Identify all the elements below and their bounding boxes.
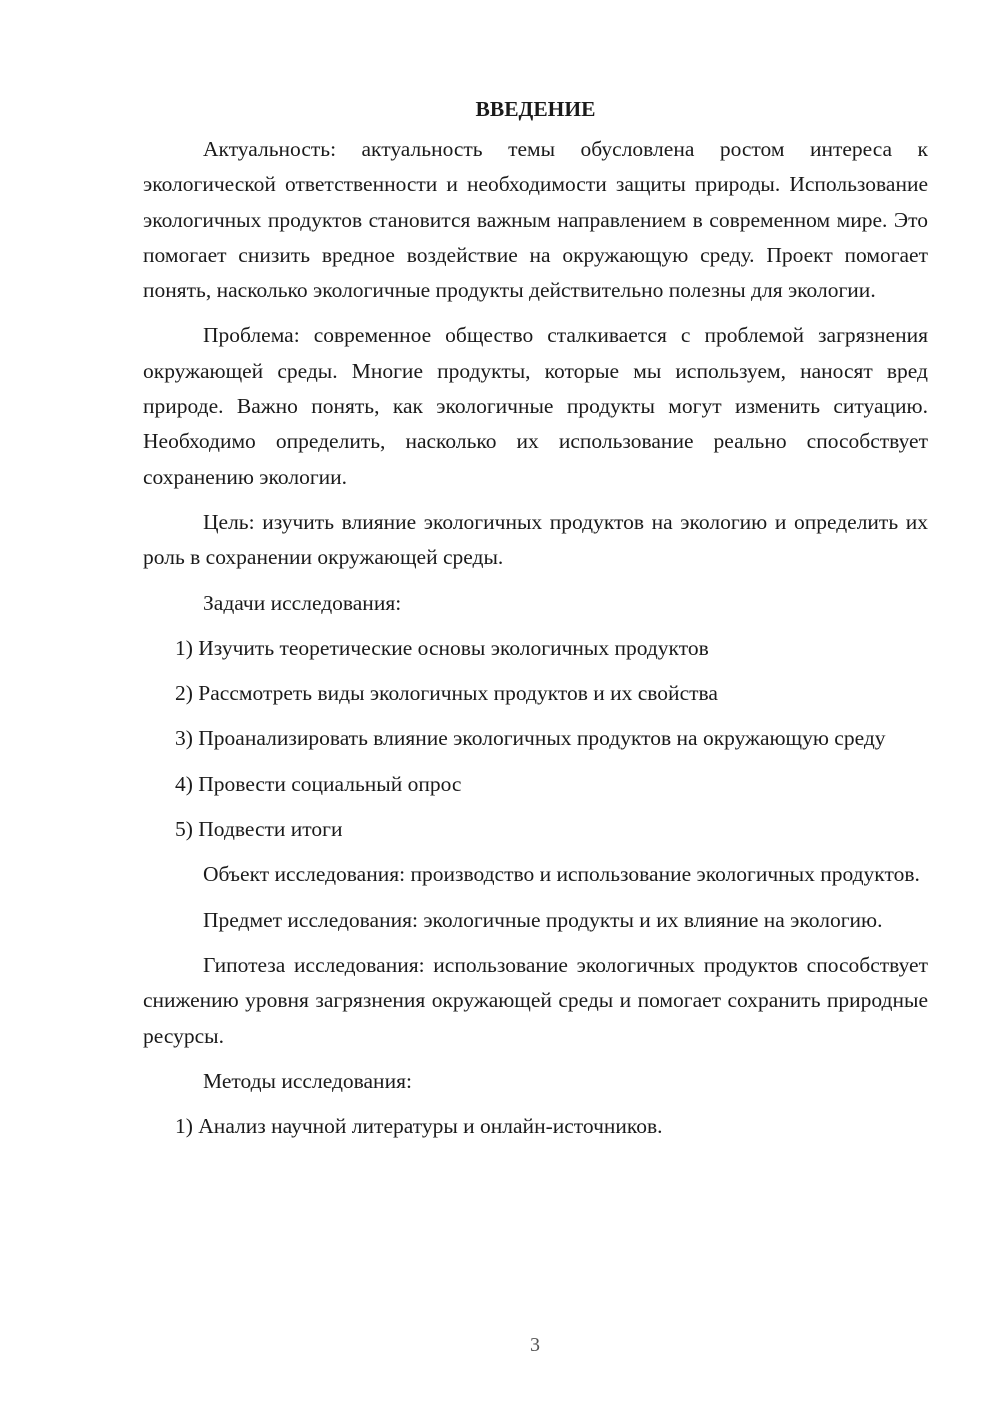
paragraph-object: Объект исследования: производство и использование экологичных продуктов. (203, 862, 920, 887)
task-item-2: 2) Рассмотреть виды экологичных продуктов и их свойства (175, 681, 718, 706)
task-item-3: 3) Проанализировать влияние экологичных продуктов на окружающую среду (175, 726, 886, 751)
task-item-1: 1) Изучить теоретические основы экологичных продуктов (175, 635, 709, 660)
paragraph-relevance: Актуальность: актуальность темы обусловлена ростом интереса к экологической ответственности и необходимости защиты природы. Использование экологичных продуктов становится важным направлением в современном мире. Это помогает снизить вредное воздействие на окружающую среду. Проект помогает понять, насколько экологичные продукты действительно полезны для экологии. (143, 137, 928, 303)
task-item-4: 4) Провести социальный опрос (175, 771, 462, 796)
paragraph-hypothesis: Гипотеза исследования: использование экологичных продуктов способствует снижению уровня загрязнения окружающей среды и помогает сохранить природные ресурсы. (143, 952, 928, 1048)
methods-heading: Методы исследования: (203, 1068, 412, 1093)
page-number: 3 (530, 1334, 540, 1356)
paragraph-subject: Предмет исследования: экологичные продукты и их влияние на экологию. (203, 907, 883, 932)
method-item-1: 1) Анализ научной литературы и онлайн-источников. (175, 1114, 663, 1139)
task-item-5: 5) Подвести итоги (175, 817, 343, 842)
paragraph-problem: Проблема: современное общество сталкивается с проблемой загрязнения окружающей среды. Многие продукты, которые мы используем, наносят вред природе. Важно понять, как экологичные продукты могут изменить ситуацию. Необходимо определить, насколько их использование реально способствует сохранению экологии. (143, 323, 928, 489)
section-title: ВВЕДЕНИЕ (475, 97, 596, 121)
tasks-heading: Задачи исследования: (203, 590, 402, 615)
paragraph-goal: Цель: изучить влияние экологичных продуктов на экологию и определить их роль в сохранении окружающей среды. (143, 509, 928, 570)
page-content (143, 92, 928, 1154)
